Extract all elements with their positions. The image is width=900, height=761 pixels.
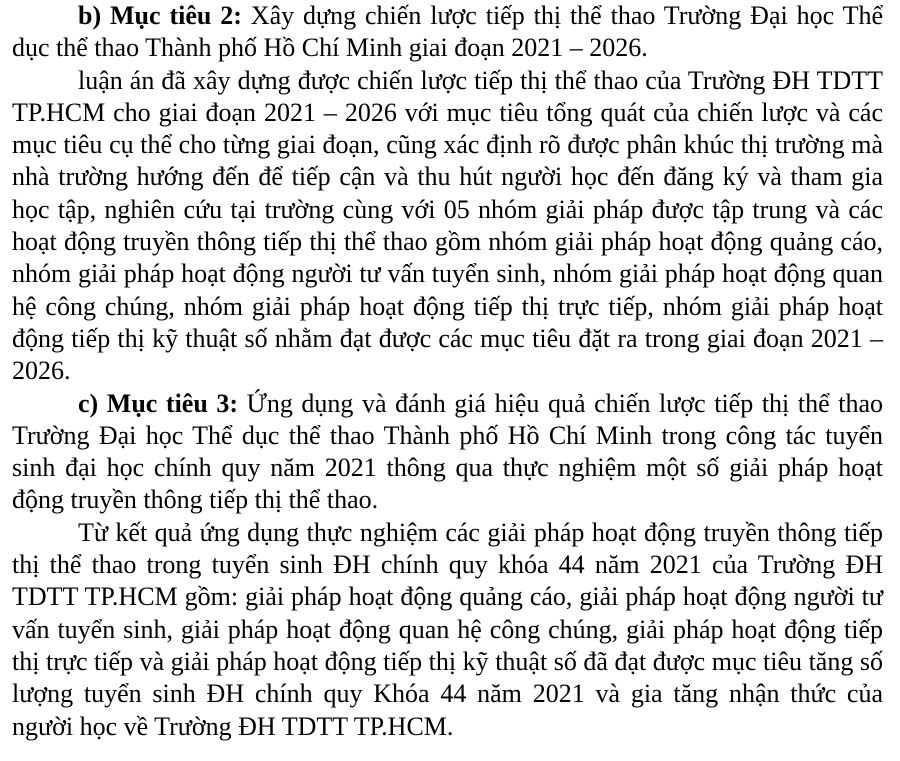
goal-2-title: Xây dựng chiến lược tiếp thị thể thao Trường Đại học Thể dục thể thao Thành phố Hồ Chí Minh giai đoạn 2021 – 2026. (12, 1, 884, 63)
goal-3-heading (12, 388, 883, 517)
goal-2-heading (12, 0, 883, 65)
goal-3-title: Ứng dụng và đánh giá hiệu quả chiến lược tiếp thị thể thao Trường Đại học Thể dục thể thao Thành phố Hồ Chí Minh trong công tác tuyển sinh đại học chính quy năm 2021 thông qua thực nghiệm một số giải pháp hoạt động truyền thông tiếp thị thể thao. (12, 388, 883, 515)
goal-3-label: c) Mục tiêu 3: (78, 388, 239, 418)
goal-2-result-paragraph: luận án đã xây dựng được chiến lược tiếp thị thể thao của Trường ĐH TDTT TP.HCM cho giai đoạn 2021 – 2026 với mục tiêu tổng quát của chiến lược và các mục tiêu cụ thể cho từng giai đoạn, cũng xác định rõ được phân khúc thị trường mà nhà trường hướng đến để tiếp cận và thu hút người học đến đăng ký và tham gia học tập, nghiên cứu tại trường cùng với 05 nhóm giải pháp được tập trung và các hoạt động truyền thông tiếp thị thể thao gồm nhóm giải pháp hoạt động quảng cáo, nhóm giải pháp hoạt động người tư vấn tuyển sinh, nhóm giải pháp hoạt động quan hệ công chúng, nhóm giải pháp hoạt động tiếp thị trực tiếp, nhóm giải pháp hoạt động tiếp thị kỹ thuật số nhằm đạt được các mục tiêu đặt ra trong giai đoạn 2021 – 2026. (12, 65, 883, 386)
goal-2-label: b) Mục tiêu 2: (78, 1, 242, 30)
goal-3-result-paragraph: Từ kết quả ứng dụng thực nghiệm các giải pháp hoạt động truyền thông tiếp thị thể thao trong tuyển sinh ĐH chính quy khóa 44 năm 2021 của Trường ĐH TDTT TP.HCM gồm: giải pháp hoạt động quảng cáo, giải pháp hoạt động người tư vấn tuyển sinh, giải pháp hoạt động quan hệ công chúng, giải pháp hoạt động tiếp thị trực tiếp và giải pháp hoạt động tiếp thị kỹ thuật số đã đạt được mục tiêu tăng số lượng tuyển sinh ĐH chính quy Khóa 44 năm 2021 và gia tăng nhận thức của người học về Trường ĐH TDTT TP.HCM. (12, 517, 883, 741)
